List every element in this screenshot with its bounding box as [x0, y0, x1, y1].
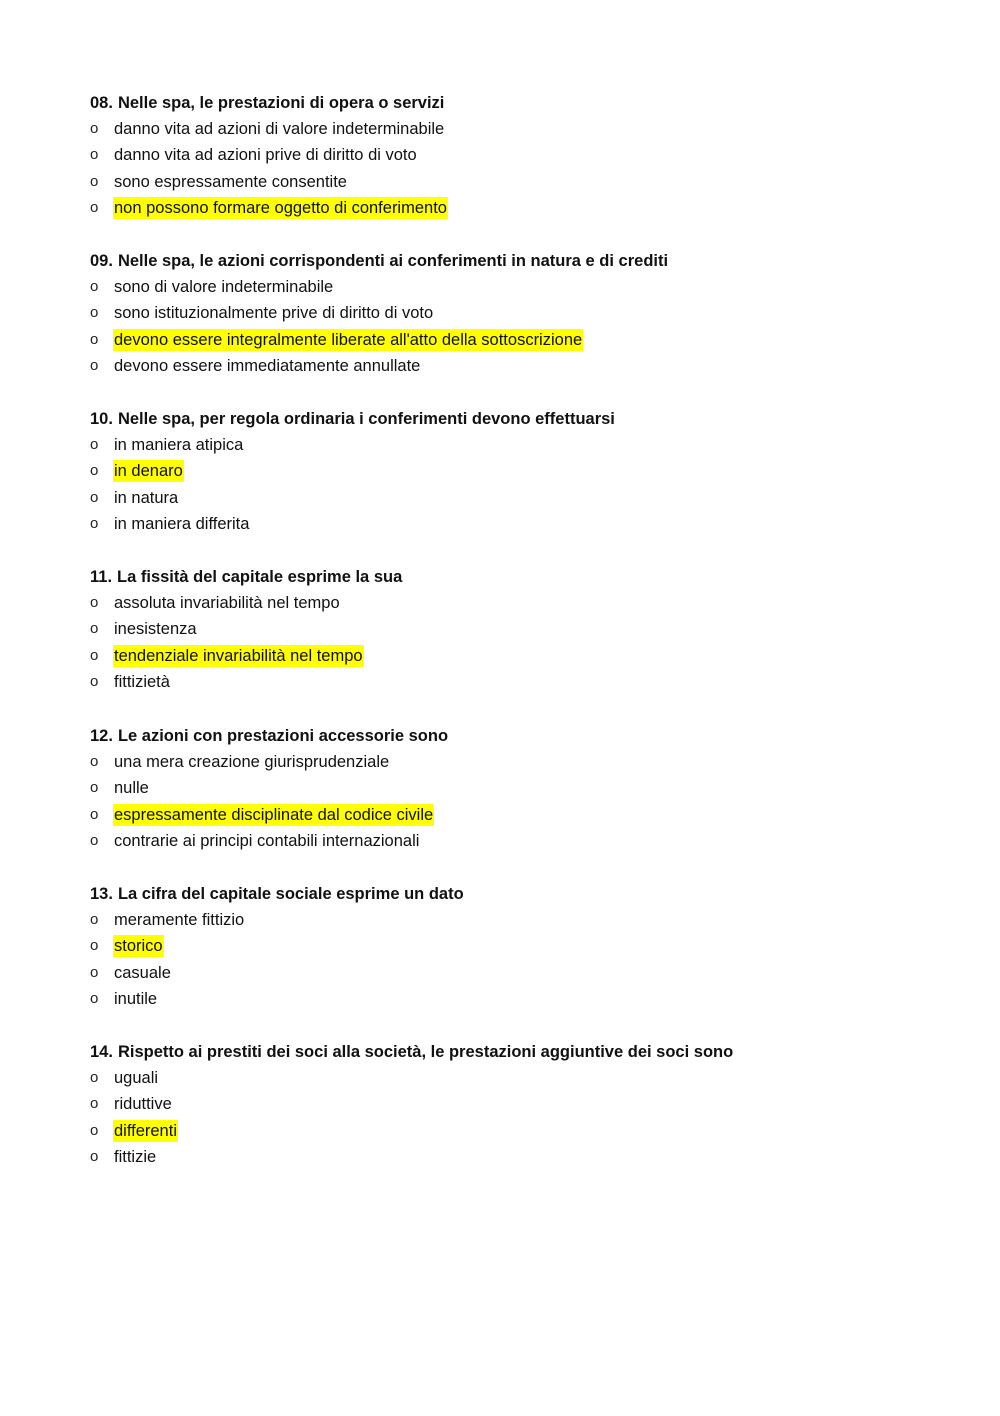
question-14	[90, 1039, 950, 1170]
bullet-icon: o	[90, 278, 99, 295]
option-item[interactable]	[90, 274, 950, 300]
question-number: 10.	[90, 410, 113, 428]
option-item[interactable]	[90, 749, 950, 775]
option-list	[90, 907, 950, 1012]
question-title	[90, 90, 950, 116]
option-list	[90, 590, 950, 695]
option-item[interactable]	[90, 353, 950, 379]
option-text-highlighted: storico	[114, 937, 163, 956]
question-10	[90, 406, 950, 537]
bullet-icon: o	[90, 672, 99, 690]
option-text: sono espressamente consentite	[114, 172, 347, 191]
option-list	[90, 116, 950, 221]
bullet-icon: o	[90, 172, 99, 190]
bullet-icon: o	[90, 937, 99, 955]
option-text: fittizietà	[114, 672, 170, 691]
question-text: Rispetto ai prestiti dei soci alla società, le prestazioni aggiuntive dei soci sono	[117, 1043, 734, 1061]
bullet-icon: o	[90, 488, 99, 506]
option-text: in natura	[114, 488, 179, 507]
option-text: inutile	[114, 989, 158, 1008]
option-item-correct[interactable]	[90, 1118, 950, 1144]
question-text: Nelle spa, le azioni corrispondenti ai conferimenti in natura e di crediti	[117, 252, 669, 270]
option-text: riduttive	[114, 1095, 172, 1114]
option-text-highlighted: tendenziale invariabilità nel tempo	[114, 646, 363, 665]
option-item[interactable]	[90, 511, 950, 537]
bullet-icon: o	[90, 620, 99, 638]
question-text: Nelle spa, per regola ordinaria i conferimenti devono effettuarsi	[117, 410, 615, 428]
question-number: 14.	[90, 1043, 113, 1061]
option-text: casuale	[114, 963, 171, 982]
option-text-highlighted: espressamente disciplinate dal codice civile	[114, 805, 434, 824]
question-title	[90, 406, 950, 432]
option-text: in maniera atipica	[114, 436, 244, 454]
question-number: 13.	[90, 885, 113, 903]
option-item[interactable]	[90, 116, 950, 142]
bullet-icon: o	[90, 989, 99, 1007]
option-item[interactable]	[90, 960, 950, 986]
bullet-icon: o	[90, 436, 99, 453]
option-item[interactable]	[90, 775, 950, 801]
question-text: Nelle spa, le prestazioni di opera o servizi	[117, 94, 445, 112]
option-item-correct[interactable]	[90, 327, 950, 353]
option-list	[90, 432, 950, 537]
option-text-highlighted: in denaro	[114, 462, 183, 481]
bullet-icon: o	[90, 120, 99, 137]
bullet-icon: o	[90, 805, 99, 823]
option-item[interactable]	[90, 485, 950, 511]
question-text: La fissità del capitale esprime la sua	[117, 568, 403, 586]
option-text: sono istituzionalmente prive di diritto di voto	[114, 304, 434, 323]
bullet-icon: o	[90, 1147, 99, 1165]
option-item-correct[interactable]	[90, 802, 950, 828]
bullet-icon: o	[90, 304, 99, 322]
bullet-icon: o	[90, 514, 99, 532]
bullet-icon: o	[90, 198, 99, 216]
bullet-icon: o	[90, 146, 99, 164]
option-item[interactable]	[90, 432, 950, 458]
option-item-correct[interactable]	[90, 458, 950, 484]
option-item[interactable]	[90, 590, 950, 616]
bullet-icon: o	[90, 753, 99, 770]
bullet-icon: o	[90, 594, 99, 611]
page-header-mark	[493, 0, 509, 2]
option-text: devono essere immediatamente annullate	[114, 356, 421, 375]
question-11	[90, 564, 950, 695]
bullet-icon: o	[90, 1121, 99, 1139]
option-text: contrarie ai principi contabili internazionali	[114, 831, 420, 850]
bullet-icon: o	[90, 330, 99, 348]
question-text: Le azioni con prestazioni accessorie sono	[117, 727, 449, 745]
option-text-highlighted: devono essere integralmente liberate all'atto della sottoscrizione	[114, 330, 583, 349]
option-text-highlighted: differenti	[114, 1121, 177, 1140]
option-list	[90, 1065, 950, 1170]
question-title	[90, 723, 950, 749]
option-text: assoluta invariabilità nel tempo	[114, 594, 340, 612]
bullet-icon: o	[90, 911, 99, 928]
option-item[interactable]	[90, 1065, 950, 1091]
option-item[interactable]	[90, 1144, 950, 1170]
option-item[interactable]	[90, 986, 950, 1012]
option-text: nulle	[114, 779, 149, 798]
question-number: 12.	[90, 727, 113, 745]
option-item[interactable]	[90, 828, 950, 854]
question-13	[90, 881, 950, 1012]
option-text: sono di valore indeterminabile	[114, 278, 334, 296]
option-item[interactable]	[90, 169, 950, 195]
bullet-icon: o	[90, 646, 99, 664]
question-number: 11.	[90, 568, 113, 586]
option-text: fittizie	[114, 1147, 157, 1166]
bullet-icon: o	[90, 1095, 99, 1113]
option-list	[90, 749, 950, 854]
option-item[interactable]	[90, 669, 950, 695]
question-title	[90, 564, 950, 590]
question-title	[90, 881, 950, 907]
question-08	[90, 90, 950, 221]
option-item-correct[interactable]	[90, 643, 950, 669]
option-item[interactable]	[90, 907, 950, 933]
option-item-correct[interactable]	[90, 195, 950, 221]
option-item[interactable]	[90, 142, 950, 168]
option-list	[90, 274, 950, 379]
question-number: 09.	[90, 252, 113, 270]
option-text: danno vita ad azioni di valore indeterminabile	[114, 120, 445, 138]
bullet-icon: o	[90, 963, 99, 981]
question-title	[90, 1039, 950, 1065]
bullet-icon: o	[90, 462, 99, 480]
bullet-icon: o	[90, 831, 99, 849]
option-text: danno vita ad azioni prive di diritto di voto	[114, 146, 417, 165]
option-text-highlighted: non possono formare oggetto di conferimento	[114, 198, 447, 217]
question-title	[90, 248, 950, 274]
question-number: 08.	[90, 94, 113, 112]
question-text: La cifra del capitale sociale esprime un dato	[117, 885, 464, 903]
question-09	[90, 248, 950, 379]
bullet-icon: o	[90, 1069, 99, 1086]
option-text: uguali	[114, 1069, 159, 1087]
option-item-correct[interactable]	[90, 933, 950, 959]
option-text: in maniera differita	[114, 514, 250, 533]
option-text: meramente fittizio	[114, 911, 245, 929]
bullet-icon: o	[90, 356, 99, 374]
option-item[interactable]	[90, 1091, 950, 1117]
option-item[interactable]	[90, 300, 950, 326]
option-text: una mera creazione giurisprudenziale	[114, 753, 390, 771]
option-text: inesistenza	[114, 620, 197, 639]
bullet-icon: o	[90, 779, 99, 797]
question-12	[90, 723, 950, 854]
option-item[interactable]	[90, 616, 950, 642]
